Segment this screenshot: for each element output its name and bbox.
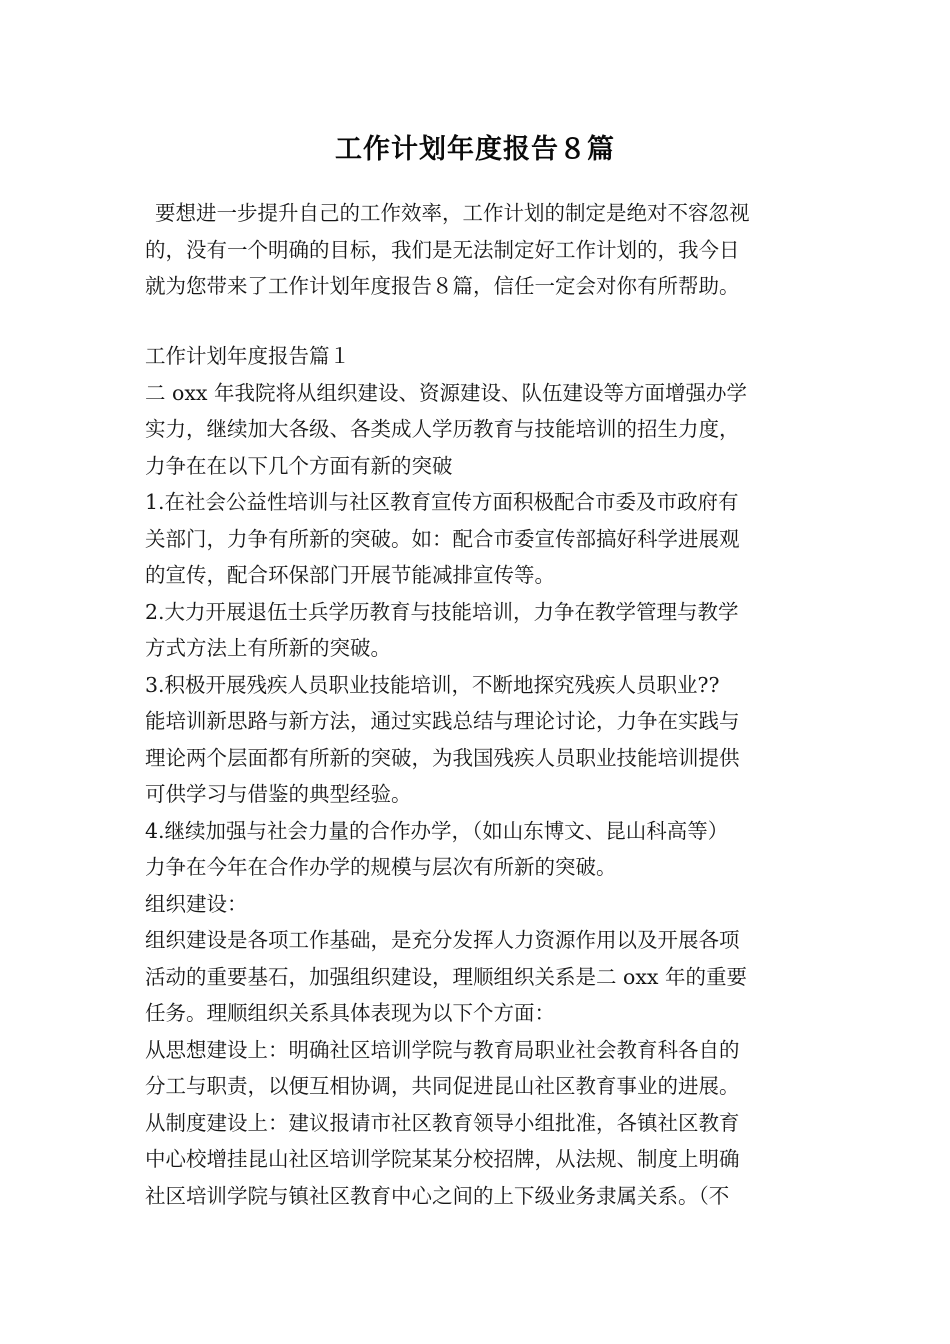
intro-line: 就为您带来了工作计划年度报告８篇，信任一定会对你有所帮助。	[145, 274, 740, 298]
body-line: 组织建设是各项工作基础，是充分发挥人力资源作用以及开展各项	[145, 928, 740, 952]
body-line: 中心校增挂昆山社区培训学院某某分校招牌，从法规、制度上明确	[145, 1147, 740, 1171]
list-item-line: 能培训新思路与新方法，通过实践总结与理论讨论，力争在实践与	[145, 709, 740, 733]
intro-line: 的，没有一个明确的目标，我们是无法制定好工作计划的，我今日	[145, 237, 740, 262]
list-item-line: 1.在社会公益性培训与社区教育宣传方面积极配合市委及市政府有	[145, 490, 739, 514]
list-item-line: 4.继续加强与社会力量的合作办学，（如山东博文、昆山科高等）	[145, 818, 729, 843]
list-item-line: 2.大力开展退伍士兵学历教育与技能培训，力争在教学管理与教学	[145, 599, 739, 624]
body-line: 力争在在以下几个方面有新的突破	[145, 453, 453, 478]
body-line: 二 oxx 年我院将从组织建设、资源建设、队伍建设等方面增强办学	[145, 380, 747, 405]
list-item-line: 理论两个层面都有所新的突破，为我国残疾人员职业技能培训提供	[145, 745, 740, 770]
body-line: 任务。理顺组织关系具体表现为以下个方面：	[145, 1001, 555, 1025]
body-line: 活动的重要基石，加强组织建设，理顺组织关系是二 oxx 年的重要	[145, 964, 747, 989]
section-heading: 工作计划年度报告篇１	[145, 344, 350, 368]
list-item-line: 可供学习与借鉴的典型经验。	[145, 782, 412, 806]
body-line: 从制度建设上：建议报请市社区教育领导小组批准，各镇社区教育	[145, 1110, 740, 1135]
intro-line: 要想进一步提升自己的工作效率，工作计划的制定是绝对不容忽视	[155, 201, 750, 225]
list-item-line: 力争在今年在合作办学的规模与层次有所新的突破。	[145, 855, 617, 879]
body-line: 实力，继续加大各级、各类成人学历教育与技能培训的招生力度，	[145, 417, 740, 441]
list-item-line: 3.积极开展残疾人员职业技能培训，不断地探究残疾人员职业??	[145, 672, 720, 697]
document-body	[145, 338, 810, 1214]
body-line: 分工与职责，以便互相协调，共同促进昆山社区教育事业的进展。	[145, 1074, 740, 1098]
intro-paragraph	[145, 195, 810, 305]
document-title: 工作计划年度报告８篇	[335, 134, 615, 165]
body-line: 社区培训学院与镇社区教育中心之间的上下级业务隶属关系。（不	[145, 1183, 730, 1208]
list-item-line: 的宣传，配合环保部门开展节能减排宣传等。	[145, 563, 555, 587]
subheading: 组织建设：	[145, 891, 248, 916]
list-item-line: 方式方法上有所新的突破。	[145, 636, 391, 660]
body-line: 从思想建设上：明确社区培训学院与教育局职业社会教育科各自的	[145, 1037, 740, 1062]
list-item-line: 关部门，力争有所新的突破。如：配合市委宣传部搞好科学进展观	[145, 526, 740, 551]
